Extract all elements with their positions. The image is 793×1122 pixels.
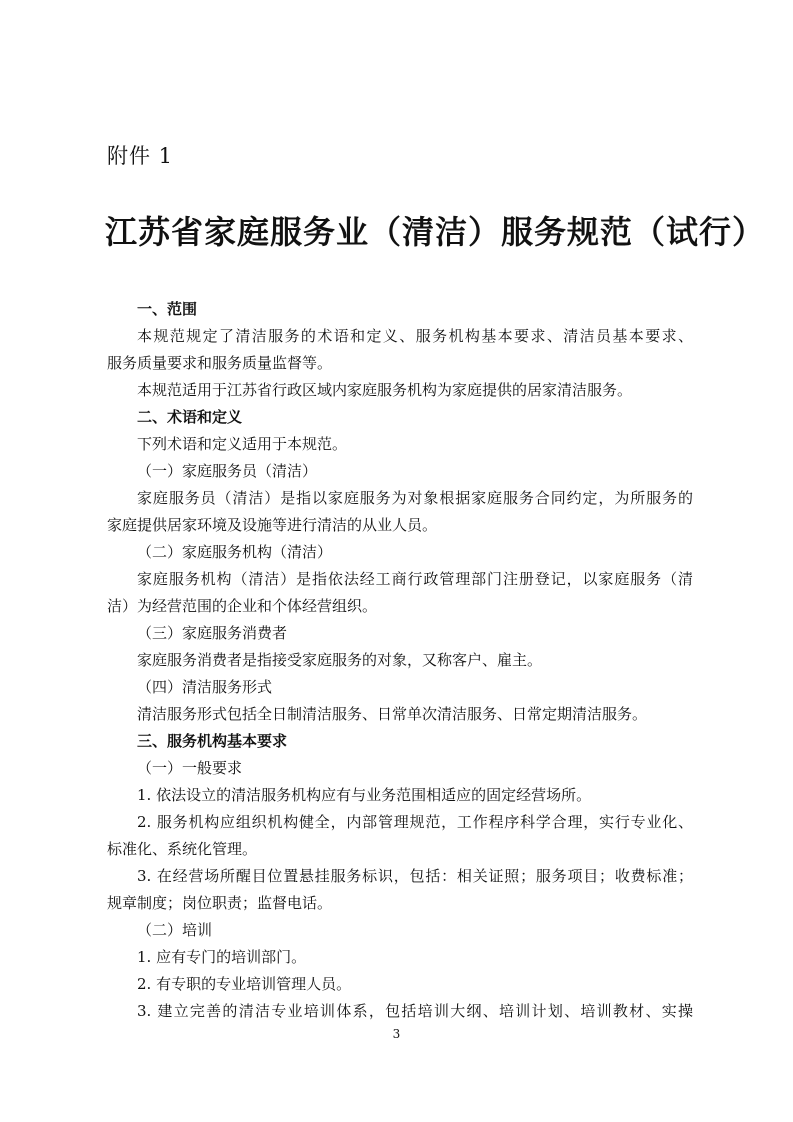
list-item: 1. 应有专门的培训部门。: [137, 948, 307, 966]
subheading: （二）家庭服务机构（清洁）: [137, 543, 333, 561]
list-item: 2. 服务机构应组织机构健全，内部管理规范，工作程序科学合理，实行专业化、: [137, 813, 693, 831]
page-number: 3: [392, 1027, 401, 1041]
list-item: 2. 有专职的专业培训管理人员。: [137, 975, 352, 993]
subheading: （四）清洁服务形式: [137, 678, 273, 696]
paragraph-line: 家庭服务机构（清洁）是指依法经工商行政管理部门注册登记，以家庭服务（清: [137, 570, 693, 588]
paragraph-line: 服务质量要求和服务质量监督等。: [107, 354, 333, 372]
subheading: （一）一般要求: [137, 759, 243, 777]
section-heading-requirements: 三、服务机构基本要求: [137, 732, 288, 750]
list-item: 1. 依法设立的清洁服务机构应有与业务范围相适应的固定经营场所。: [137, 786, 592, 804]
paragraph-line: 规章制度；岗位职责；监督电话。: [107, 894, 333, 912]
paragraph-line: 家庭服务消费者是指接受家庭服务的对象，又称客户、雇主。: [137, 651, 543, 669]
subheading: （一）家庭服务员（清洁）: [137, 462, 318, 480]
paragraph-line: 本规范规定了清洁服务的术语和定义、服务机构基本要求、清洁员基本要求、: [137, 327, 693, 345]
paragraph-line: 洁）为经营范围的企业和个体经营组织。: [107, 597, 378, 615]
document-title: 江苏省家庭服务业（清洁）服务规范（试行）: [105, 213, 766, 251]
attachment-label: 附件 1: [107, 144, 174, 168]
subheading: （二）培训: [137, 921, 213, 939]
paragraph-line: 家庭服务员（清洁）是指以家庭服务为对象根据家庭服务合同约定，为所服务的: [137, 489, 693, 507]
document-body: [107, 296, 693, 1025]
section-heading-terms: 二、术语和定义: [137, 408, 243, 426]
subheading: （三）家庭服务消费者: [137, 624, 288, 642]
section-heading-scope: 一、范围: [137, 300, 198, 318]
paragraph-line: 下列术语和定义适用于本规范。: [137, 435, 348, 453]
list-item: 3. 在经营场所醒目位置悬挂服务标识，包括：相关证照；服务项目；收费标准；: [137, 867, 693, 885]
paragraph-line: 家庭提供居家环境及设施等进行清洁的从业人员。: [107, 516, 438, 534]
paragraph-line: 清洁服务形式包括全日制清洁服务、日常单次清洁服务、日常定期清洁服务。: [137, 705, 648, 723]
paragraph-line: 标准化、系统化管理。: [107, 840, 258, 858]
paragraph-line: 本规范适用于江苏省行政区域内家庭服务机构为家庭提供的居家清洁服务。: [137, 381, 633, 399]
list-item: 3. 建立完善的清洁专业培训体系，包括培训大纲、培训计划、培训教材、实操: [137, 1002, 693, 1020]
